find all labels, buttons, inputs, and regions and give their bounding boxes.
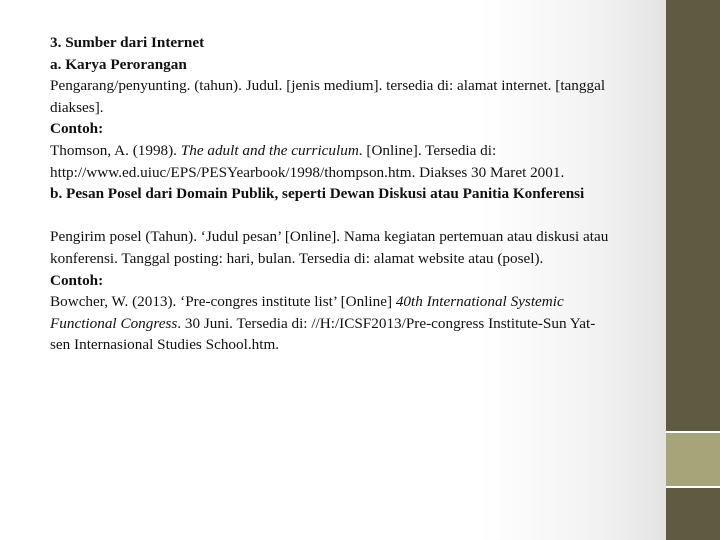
subsection-b-heading: b. Pesan Posel dari Domain Publik, seperti Dewan Diskusi atau Panitia Konferensi: [50, 185, 585, 203]
sidebar-divider: [666, 486, 720, 488]
subsection-a-heading: a. Karya Perorangan: [50, 55, 187, 73]
subsection-a-format: Pengarang/penyunting. (tahun). Judul. [jenis medium]. tersedia di: alamat internet. [tanggal diakses].: [50, 77, 606, 116]
sidebar-top-block: [666, 0, 720, 432]
paragraph-spacer: [50, 205, 610, 227]
example-a-text: Thomson, A. (1998).: [50, 141, 181, 159]
sidebar-divider: [666, 431, 720, 433]
example-b-title: 40th International Systemic Functional Congress: [50, 293, 564, 332]
example-a-text-rest: . [Online]. Tersedia di: http://www.ed.uiuc/EPS/PESYearbook/1998/thompson.htm. Diakses 30 Maret 2001.: [50, 141, 565, 181]
slide-content: [50, 32, 610, 356]
subsection-b-format: Pengirim posel (Tahun). ‘Judul pesan’ [Online]. Nama kegiatan pertemuan atau diskusi atau konferensi. Tanggal posting: hari, bulan. Tersedia di: alamat website atau (posel).: [50, 228, 609, 267]
sidebar-bottom-block: [666, 487, 720, 540]
subsection-b-example-label: Contoh:: [50, 271, 104, 289]
decorative-sidebar: [666, 0, 720, 540]
subsection-a-example: [50, 140, 610, 183]
example-b-text-rest: . 30 Juni. Tersedia di: //H:/ICSF2013/Pre-congress Institute-Sun Yat-sen Internasional Studies School.htm.: [50, 314, 596, 354]
section-title: 3. Sumber dari Internet: [50, 34, 205, 51]
example-b-text: Bowcher, W. (2013). ‘Pre-congres institute list’ [Online]: [50, 293, 396, 311]
example-a-title: The adult and the curriculum: [180, 141, 359, 159]
subsection-b-example: [50, 291, 610, 356]
subsection-a-example-label: Contoh:: [50, 120, 104, 138]
sidebar-accent-block: [666, 432, 720, 487]
